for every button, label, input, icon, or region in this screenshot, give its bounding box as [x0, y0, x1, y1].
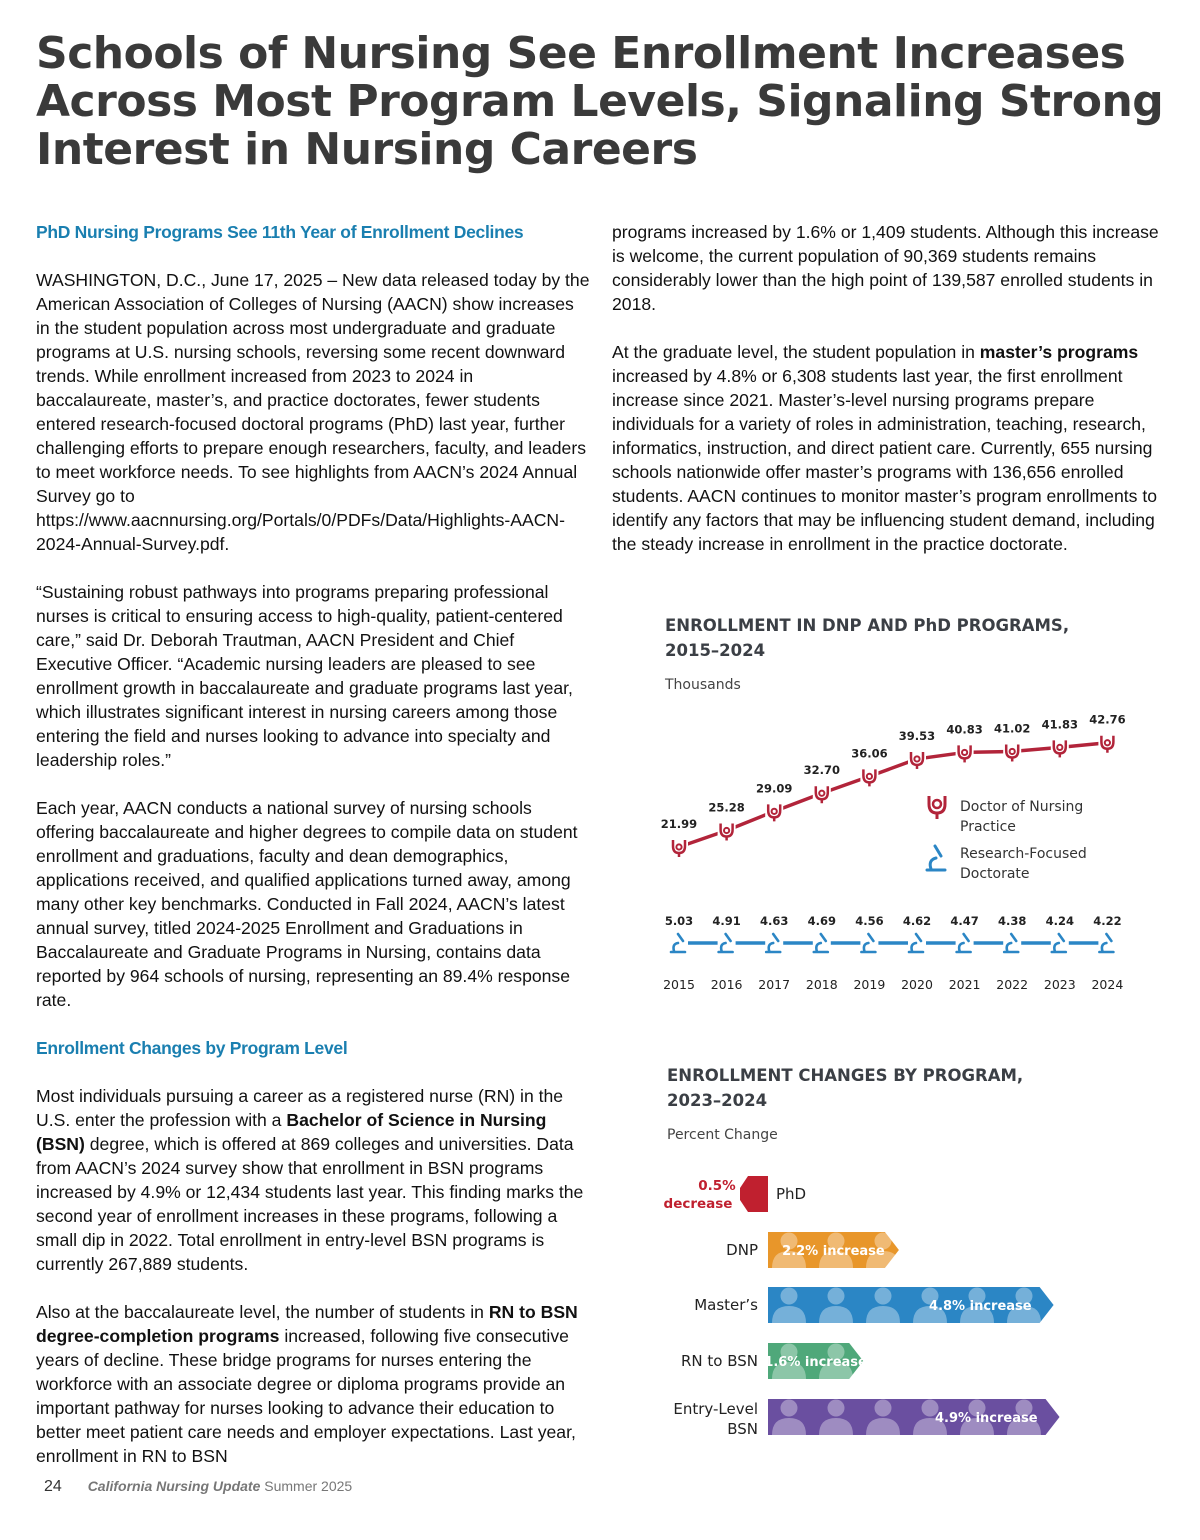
left-column: [36, 220, 592, 1492]
text-span: increased, following five consecutive years of decline. These bridge programs for nurses entering the workforce with an associate degree or diploma programs provide an important pathway for nurses looking to advance their education to better meet patient care needs and employer expectations. Last year, enrollment in RN to BSN: [36, 1326, 576, 1466]
dnp-point-stethoscope-icon: [670, 838, 688, 858]
right-column: [612, 220, 1168, 580]
dnp-data-label: 36.06: [851, 746, 888, 761]
phd-data-label: 4.69: [807, 914, 836, 928]
text-span: Also at the baccalaureate level, the number of students in: [36, 1302, 489, 1322]
decrease-label-line2: decrease: [663, 1196, 733, 1212]
category-label-line1: Entry-Level: [673, 1400, 758, 1418]
paragraph-quote: “Sustaining robust pathways into programs preparing professional nurses is critical to ensuring access to high-quality, patient-centered care,” said Dr. Deborah Trautman, AACN President and Chief Executive Officer. “Academic nursing leaders are pleased to see enrollment growth in baccalaureate and graduate programs last year, which illustrates significant interest in nursing careers among those entering the field and nurses looking to advance into specialty and leadership roles.”: [36, 582, 573, 770]
page-title: Schools of Nursing See Enrollment Increases Across Most Program Levels, Signaling Strong Interest in Nursing Careers: [36, 28, 1164, 175]
chart-subtitle: Thousands: [665, 677, 741, 693]
text-span: Most individuals pursuing a career as a registered nurse (RN) in the U.S. enter the profession with a: [36, 1086, 564, 1130]
microscope-icon: [927, 846, 945, 870]
paragraph-rn-bsn-cont: programs increased by 1.6% or 1,409 students. Although this increase is welcome, the current population of 90,369 students remains considerably lower than the high point of 139,587 enrolled students in 2018.: [612, 222, 1159, 314]
phd-data-label: 5.03: [664, 914, 694, 928]
phd-point-microscope-icon: [1099, 934, 1113, 952]
year-tick-label: 2020: [901, 977, 933, 992]
category-label: Master’s: [694, 1296, 758, 1314]
year-tick-label: 2017: [758, 977, 791, 992]
x-axis-labels: [663, 977, 1123, 992]
dnp-point-stethoscope-icon: [1003, 742, 1021, 762]
dnp-phd-enrollment-chart: [650, 608, 1150, 1008]
phd-point-microscope-icon: [719, 934, 733, 952]
phd-data-label: 4.91: [712, 914, 741, 928]
paragraph-rn-to-bsn: [36, 1300, 592, 1468]
page-footer: [44, 1478, 352, 1496]
phd-data-label: 4.22: [1093, 914, 1122, 928]
chart2-title-line1: ENROLLMENT CHANGES BY PROGRAM,: [667, 1066, 1024, 1085]
bold-term-bsn: Bachelor of Science in Nursing (BSN): [36, 1110, 547, 1154]
dnp-point-stethoscope-icon: [956, 743, 974, 763]
decrease-label-line1: 0.5%: [698, 1178, 736, 1194]
phd-point-microscope-icon: [909, 934, 923, 952]
dnp-point-stethoscope-icon: [813, 784, 831, 804]
bar-phd-decrease: [736, 1176, 768, 1212]
category-label: DNP: [726, 1241, 758, 1259]
text-span: degree, which is offered at 869 colleges and universities. Data from AACN’s 2024 survey show that enrollment in BSN programs increased by 4.9% or 12,434 students last year. This finding marks the second year of enrollment increases in these programs, following a small dip in 2022. Total enrollment in entry-level BSN programs is currently 267,889 students.: [36, 1134, 584, 1274]
phd-point-microscope-icon: [671, 934, 685, 952]
dnp-data-label: 21.99: [660, 817, 698, 831]
dnp-point-stethoscope-icon: [765, 802, 783, 822]
legend-phd-line1: Research-Focused: [960, 846, 1087, 862]
dnp-data-label: 32.70: [803, 763, 840, 778]
page-number: 24: [44, 1478, 62, 1495]
legend-dnp-line2: Practice: [960, 819, 1016, 835]
legend-phd-line2: Doctorate: [960, 866, 1030, 882]
phd-point-microscope-icon: [861, 934, 875, 952]
dnp-point-stethoscope-icon: [860, 767, 878, 787]
year-tick-label: 2021: [948, 977, 981, 992]
bold-term-masters: master’s programs: [979, 342, 1139, 362]
chart-title-line1: ENROLLMENT IN DNP AND PhD PROGRAMS,: [665, 616, 1070, 635]
phd-point-microscope-icon: [814, 934, 828, 952]
chart-title-line2: 2015–2024: [665, 641, 766, 660]
dnp-data-label: 41.83: [1041, 717, 1078, 732]
dnp-data-label: 25.28: [708, 800, 745, 815]
dnp-series: [661, 713, 1126, 858]
phd-data-label: 4.24: [1045, 914, 1074, 928]
paragraph-bsn: [36, 1084, 592, 1276]
bold-term-rn-bsn: RN to BSN degree-completion programs: [36, 1302, 578, 1346]
phd-data-label: 4.62: [902, 914, 932, 928]
year-tick-label: 2022: [996, 977, 1029, 992]
category-label: PhD: [776, 1185, 807, 1203]
year-tick-label: 2018: [805, 977, 838, 992]
bar-value-label: 4.8% increase: [929, 1299, 1032, 1314]
paragraph-masters: [612, 340, 1168, 556]
phd-data-label: 4.38: [998, 914, 1027, 928]
dnp-data-label: 42.76: [1089, 712, 1126, 727]
category-label: RN to BSN: [680, 1352, 758, 1370]
dnp-point-stethoscope-icon: [1051, 738, 1069, 758]
year-tick-label: 2016: [710, 977, 743, 992]
subhead-phd-declines: PhD Nursing Programs See 11th Year of Enrollment Declines: [36, 222, 524, 242]
bar-value-label: 2.2% increase: [782, 1244, 885, 1259]
year-tick-label: 2015: [663, 977, 695, 992]
phd-data-label: 4.47: [950, 914, 979, 928]
text-span: increased by 4.8% or 6,308 students last year, the first enrollment increase since 2021. Master’s-level nursing programs prepare individuals for a variety of roles in administration, teaching, research, informatics, instruction, and direct patient care. Currently, 655 nursing schools nationwide offer master’s programs with 136,656 enrolled students. AACN continues to monitor master’s program enrollments to identify any factors that may be influencing student demand, including the steady increase in enrollment in the practice doctorate.: [612, 366, 1158, 554]
phd-data-label: 4.63: [760, 914, 789, 928]
phd-point-microscope-icon: [1052, 934, 1066, 952]
bar-value-label: 4.9% increase: [934, 1411, 1038, 1426]
chart2-title-line2: 2023–2024: [667, 1091, 768, 1110]
dnp-data-label: 29.09: [756, 781, 793, 796]
dnp-data-label: 40.83: [946, 722, 983, 737]
dnp-point-stethoscope-icon: [1098, 734, 1116, 754]
subhead-program-level: Enrollment Changes by Program Level: [36, 1038, 348, 1058]
year-tick-label: 2023: [1043, 977, 1076, 992]
program-changes-chart: [650, 1058, 1150, 1448]
year-tick-label: 2019: [853, 977, 886, 992]
paragraph-intro: WASHINGTON, D.C., June 17, 2025 – New data released today by the American Association of Colleges of Nursing (AACN) show increases in the student population across most undergraduate and graduate programs at U.S. nursing schools, reversing some recent downward trends. While enrollment increased from 2023 to 2024 in baccalaureate, master’s, and practice doctorates, fewer students entered research-focused doctoral programs (PhD) last year, further challenging efforts to prepare enough researchers, faculty, and leaders to meet workforce needs. To see highlights from AACN’s 2024 Annual Survey go to https://www.aacnnursing.org/Portals/0/PDFs/Data/Highlights-AACN-2024-Annual-Survey.pdf.: [36, 270, 590, 554]
issue-label: Summer 2025: [264, 1478, 353, 1494]
dnp-point-stethoscope-icon: [908, 750, 926, 770]
paragraph-survey: Each year, AACN conducts a national survey of nursing schools offering baccalaureate and higher degrees to compile data on student enrollment and graduations, faculty and dean demographics, applications received, and qualified applications turned away, among many other key benchmarks. Conducted in Fall 2024, AACN’s latest annual survey, titled 2024-2025 Enrollment and Graduations in Baccalaureate and Graduate Programs in Nursing, contains data reported by 964 schools of nursing, representing an 89.4% response rate.: [36, 798, 578, 1010]
text-span: At the graduate level, the student population in: [612, 342, 980, 362]
phd-data-label: 4.56: [855, 914, 884, 928]
legend-dnp-line1: Doctor of Nursing: [960, 799, 1084, 815]
chart2-subtitle: Percent Change: [667, 1127, 778, 1143]
publication-name: California Nursing Update: [87, 1478, 261, 1494]
dnp-point-stethoscope-icon: [718, 821, 736, 841]
phd-series: [665, 914, 1122, 952]
bar-value-label: 1.6% increase: [764, 1355, 867, 1370]
year-tick-label: 2024: [1091, 977, 1124, 992]
dnp-data-label: 41.02: [994, 721, 1031, 736]
dnp-data-label: 39.53: [898, 728, 936, 743]
legend: [927, 796, 1087, 882]
phd-point-microscope-icon: [1004, 934, 1018, 952]
phd-point-microscope-icon: [957, 934, 971, 952]
stethoscope-icon: [929, 796, 945, 819]
phd-point-microscope-icon: [766, 934, 780, 952]
bars-group: [662, 1173, 1060, 1438]
category-label-line2: BSN: [727, 1420, 758, 1438]
